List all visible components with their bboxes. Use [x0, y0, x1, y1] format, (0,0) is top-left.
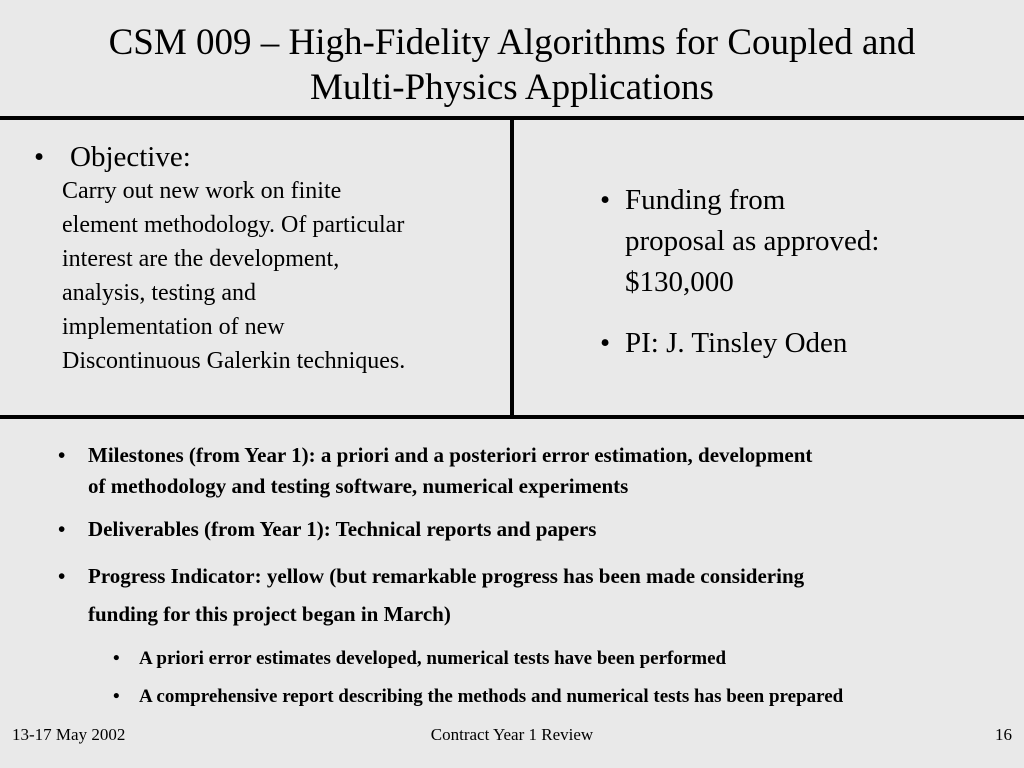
progress-item	[58, 557, 998, 633]
page-number: 16	[995, 725, 1012, 744]
objective-heading	[34, 140, 494, 174]
objective-line: Discontinuous Galerkin techniques.	[62, 348, 406, 374]
deliverables-item	[58, 514, 998, 545]
objective-panel	[34, 140, 494, 378]
bullet: •	[58, 517, 66, 541]
sub-item-text: A priori error estimates developed, numerical tests have been performed	[139, 648, 727, 669]
progress-sub-item	[113, 645, 998, 672]
objective-line: element methodology. Of particular	[62, 212, 405, 238]
objective-line: Carry out new work on finite	[62, 178, 342, 204]
progress-line: funding for this project began in March)	[88, 602, 451, 626]
progress-line: Progress Indicator: yellow (but remarkable progress has been made considering	[88, 564, 805, 588]
footer-center-text: Contract Year 1 Review	[430, 725, 594, 744]
funding-item	[600, 180, 1000, 303]
sub-item-text: A comprehensive report describing the methods and numerical tests has been prepared	[139, 686, 844, 707]
funding-line: proposal as approved:	[625, 225, 880, 257]
milestones-text	[88, 440, 812, 502]
deliverables-text: Deliverables (from Year 1): Technical reports and papers	[88, 517, 597, 541]
objective-line: interest are the development,	[62, 246, 340, 272]
divider-vertical	[510, 118, 514, 419]
slide-title	[0, 20, 1024, 110]
bullet: •	[58, 564, 66, 588]
pi-text: PI: J. Tinsley Oden	[625, 327, 848, 359]
pi-item	[600, 323, 1000, 364]
milestones-line: of methodology and testing software, numerical experiments	[88, 474, 629, 498]
objective-line: analysis, testing and	[62, 280, 256, 306]
title-line-2: Multi-Physics Applications	[310, 67, 714, 108]
milestones-item	[58, 440, 998, 502]
status-list	[58, 440, 998, 721]
title-line-1: CSM 009 – High-Fidelity Algorithms for Coupled and	[108, 22, 916, 63]
objective-line: implementation of new	[62, 314, 285, 340]
funding-line: Funding from	[625, 184, 786, 216]
bullet: •	[600, 327, 611, 359]
funding-text	[625, 180, 935, 303]
objective-heading-text: Objective:	[70, 141, 191, 173]
bullet: •	[58, 443, 66, 467]
funding-amount: $130,000	[625, 266, 734, 298]
progress-sub-item	[113, 683, 998, 710]
footer-date: 13-17 May 2002	[12, 725, 126, 744]
progress-text	[88, 557, 804, 633]
objective-text	[62, 174, 494, 378]
bullet: •	[113, 686, 120, 707]
bullet: •	[113, 648, 120, 669]
milestones-line: Milestones (from Year 1): a priori and a posteriori error estimation, development	[88, 443, 813, 467]
bullet: •	[34, 141, 45, 173]
info-panel	[600, 180, 1000, 384]
divider-middle	[0, 415, 1024, 419]
bullet: •	[600, 184, 611, 216]
